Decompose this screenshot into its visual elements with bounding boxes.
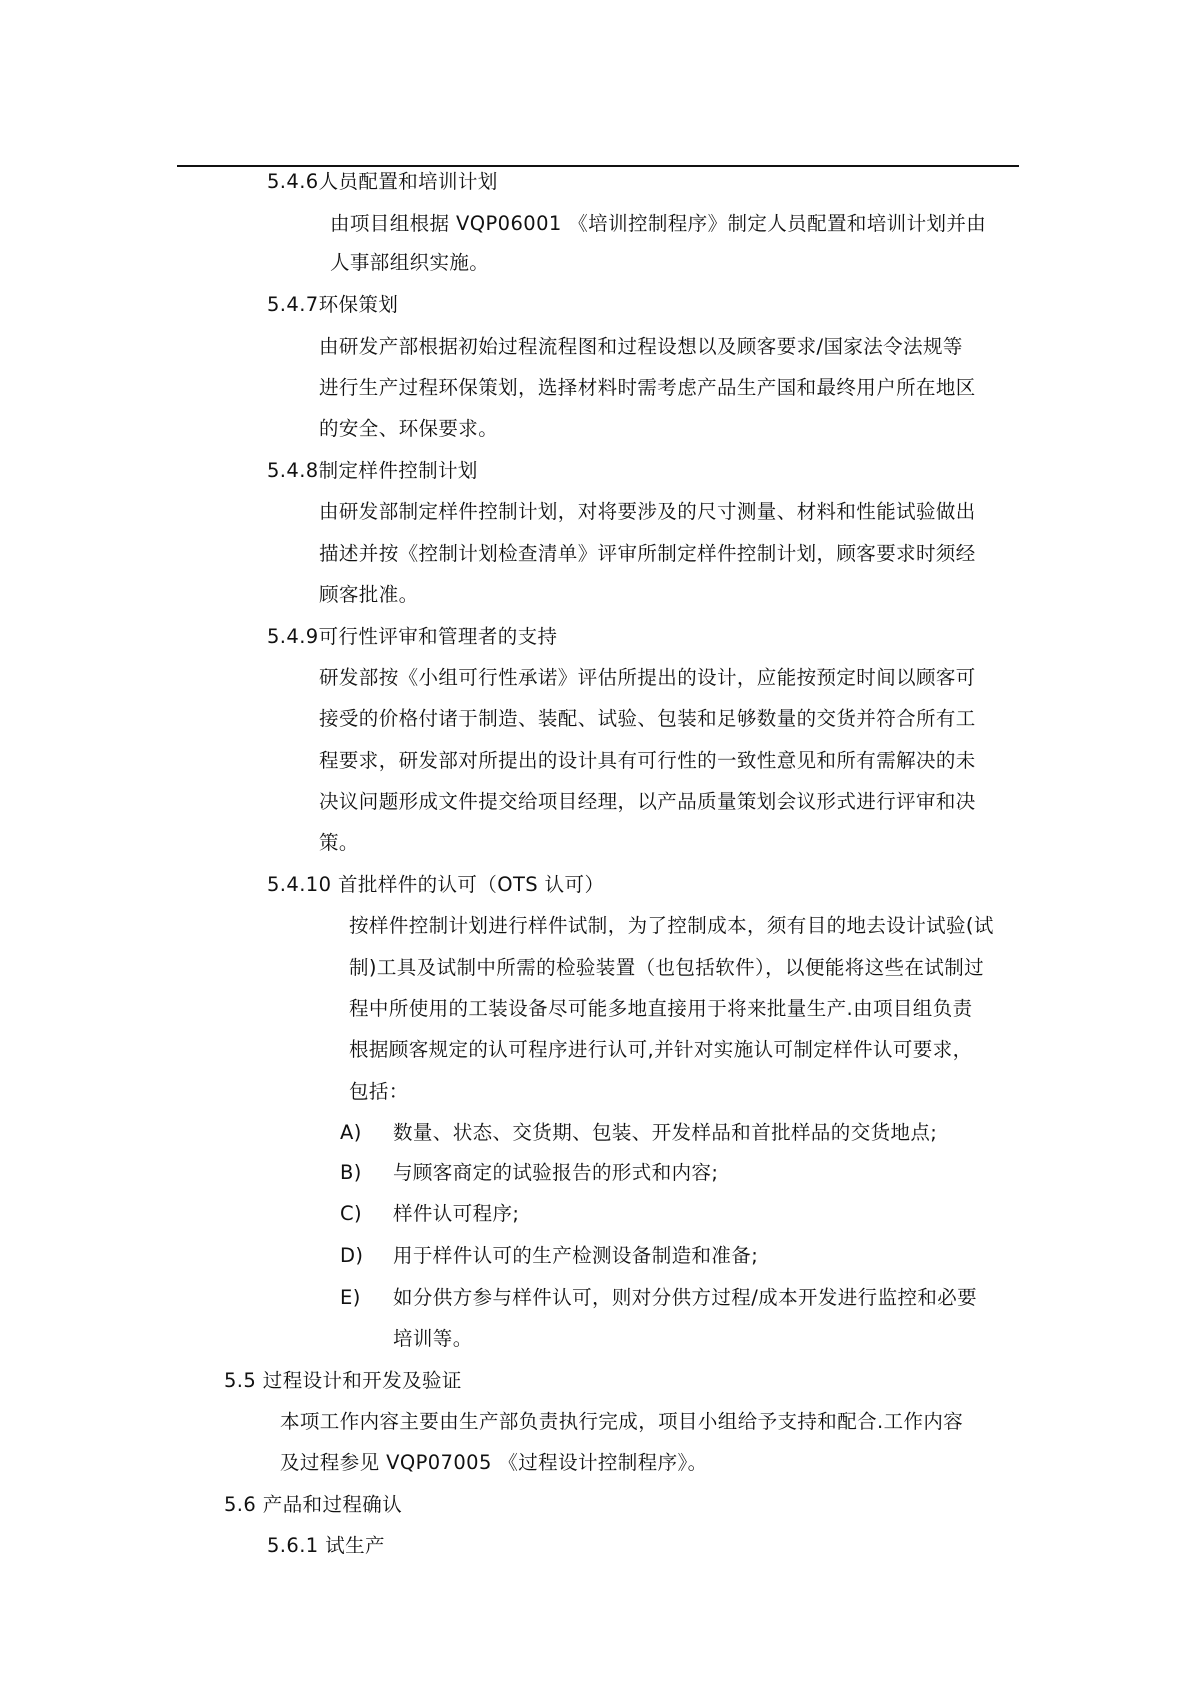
section-heading-5-4-10: 5.4.10 首批样件的认可（OTS 认可） <box>267 873 605 896</box>
paragraph-line: 本项工作内容主要由生产部负责执行完成，项目小组给予支持和配合.工作内容 <box>280 1410 964 1433</box>
paragraph-line: 描述并按《控制计划检查清单》评审所制定样件控制计划，顾客要求时须经 <box>319 542 976 565</box>
paragraph-line: 的安全、环保要求。 <box>319 417 499 440</box>
paragraph-line: 程中所使用的工装设备尽可能多地直接用于将来批量生产.由项目组负责 <box>349 997 973 1020</box>
paragraph-line: 包括： <box>349 1080 409 1103</box>
list-item-a: 数量、状态、交货期、包装、开发样品和首批样品的交货地点; <box>393 1121 938 1144</box>
paragraph-line: 制)工具及试制中所需的检验装置（也包括软件），以便能将这些在试制过 <box>349 956 985 979</box>
paragraph-line: 及过程参见 VQP07005 《过程设计控制程序》。 <box>280 1451 708 1474</box>
paragraph-line: 顾客批准。 <box>319 583 419 606</box>
paragraph-line: 程要求，研发部对所提出的设计具有可行性的一致性意见和所有需解决的未 <box>319 749 976 772</box>
paragraph-line: 由项目组根据 VQP06001 《培训控制程序》制定人员配置和培训计划并由 <box>330 212 987 235</box>
section-heading-5-4-9: 5.4.9可行性评审和管理者的支持 <box>267 625 558 648</box>
paragraph-line: 由研发部制定样件控制计划，对将要涉及的尺寸测量、材料和性能试验做出 <box>319 500 976 523</box>
list-marker-a: A) <box>340 1121 362 1144</box>
list-item-b: 与顾客商定的试验报告的形式和内容; <box>393 1161 719 1184</box>
list-item-e-continued: 培训等。 <box>393 1327 473 1350</box>
section-heading-5-4-8: 5.4.8制定样件控制计划 <box>267 459 478 482</box>
list-marker-b: B) <box>340 1161 362 1184</box>
list-marker-e: E) <box>340 1286 361 1309</box>
list-marker-c: C) <box>340 1202 363 1225</box>
paragraph-line: 按样件控制计划进行样件试制，为了控制成本，须有目的地去设计试验(试 <box>349 914 994 937</box>
section-heading-5-4-6: 5.4.6人员配置和培训计划 <box>267 170 498 193</box>
paragraph-line: 决议问题形成文件提交给项目经理，以产品质量策划会议形式进行评审和决 <box>319 790 976 813</box>
section-heading-5-6-1: 5.6.1 试生产 <box>267 1534 385 1557</box>
paragraph-line: 策。 <box>319 831 359 854</box>
paragraph-line: 研发部按《小组可行性承诺》评估所提出的设计，应能按预定时间以顾客可 <box>319 666 976 689</box>
paragraph-line: 根据顾客规定的认可程序进行认可,并针对实施认可制定样件认可要求， <box>349 1038 973 1061</box>
paragraph-line: 由研发产部根据初始过程流程图和过程设想以及顾客要求/国家法令法规等 <box>319 335 963 358</box>
list-marker-d: D) <box>340 1244 364 1267</box>
list-item-d: 用于样件认可的生产检测设备制造和准备; <box>393 1244 759 1267</box>
paragraph-line: 人事部组织实施。 <box>330 251 490 274</box>
paragraph-line: 接受的价格付诸于制造、装配、试验、包装和足够数量的交货并符合所有工 <box>319 707 976 730</box>
list-item-c: 样件认可程序; <box>393 1202 520 1225</box>
header-rule <box>177 165 1019 167</box>
paragraph-line: 进行生产过程环保策划，选择材料时需考虑产品生产国和最终用户所在地区 <box>319 376 976 399</box>
section-heading-5-5: 5.5 过程设计和开发及验证 <box>224 1369 462 1392</box>
section-heading-5-4-7: 5.4.7环保策划 <box>267 293 399 316</box>
section-heading-5-6: 5.6 产品和过程确认 <box>224 1493 403 1516</box>
list-item-e: 如分供方参与样件认可，则对分供方过程/成本开发进行监控和必要 <box>393 1286 978 1309</box>
